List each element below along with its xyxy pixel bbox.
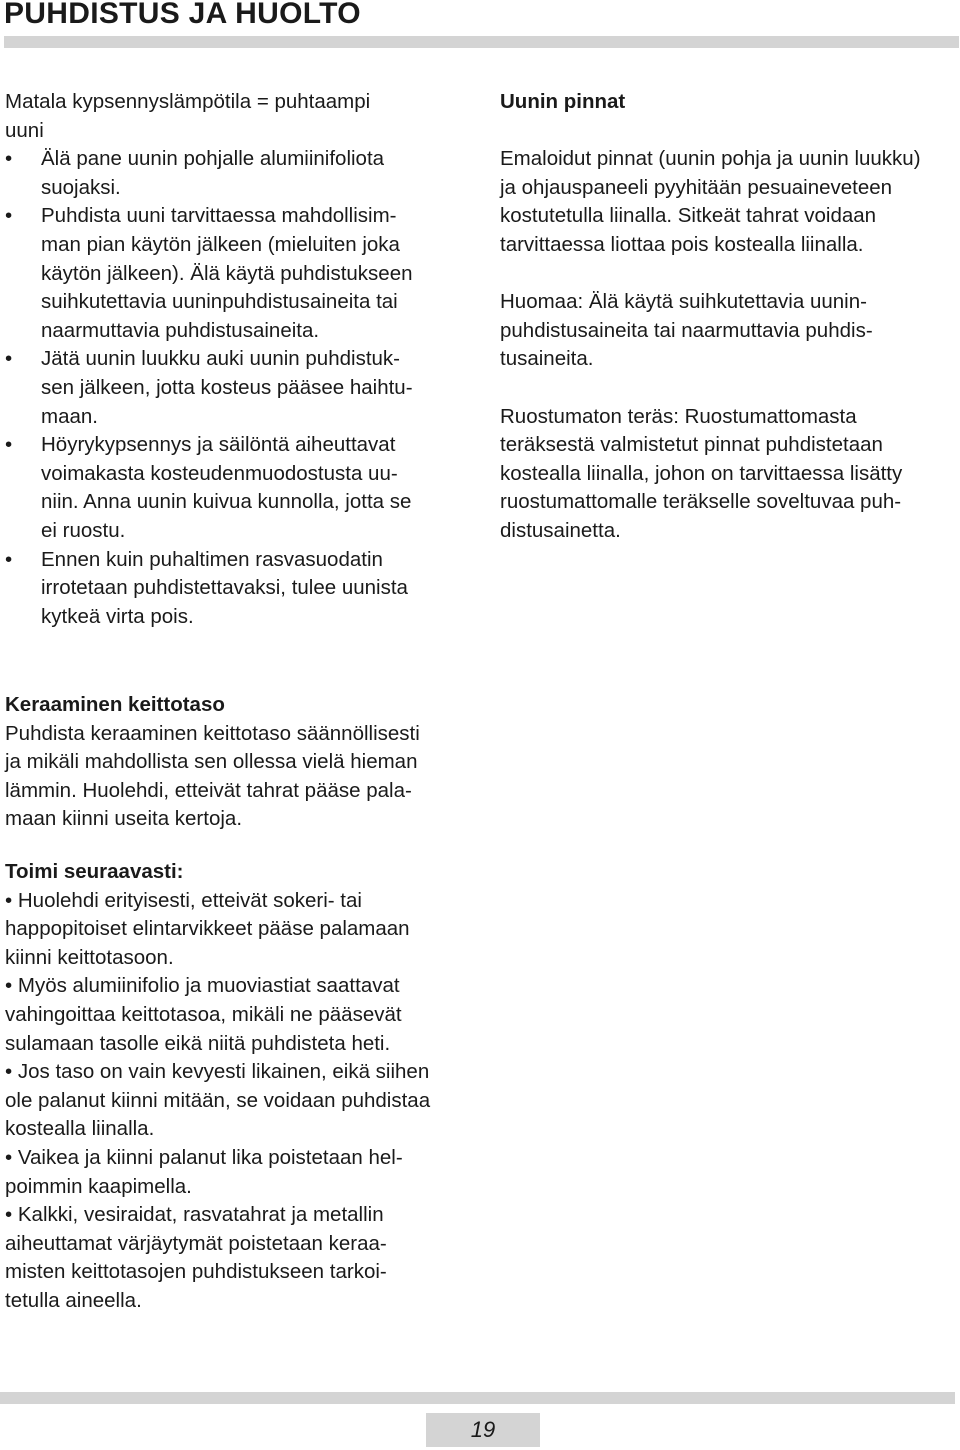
section-heading: Uunin pinnat — [500, 90, 626, 113]
list-item-line: Puhdista uuni tarvittaessa mahdollisim- — [41, 204, 397, 228]
list-item — [5, 887, 475, 973]
list-item — [5, 1058, 475, 1144]
paragraph-line: teräksestä valmistetut pinnat puhdistetaan — [500, 433, 883, 457]
paragraph — [500, 145, 960, 259]
bullet-icon: • — [5, 147, 13, 171]
paragraph-line: tusaineita. — [500, 347, 594, 371]
list-item-line: suihkutettavia uuninpuhdistusaineita tai — [41, 290, 398, 314]
list-item — [5, 546, 475, 632]
list-item — [5, 431, 475, 545]
intro-line: uuni — [5, 118, 44, 142]
list-item-line: naarmuttavia puhdistusaineita. — [41, 318, 320, 342]
list-item-line: kostealla liinalla. — [5, 1117, 155, 1141]
paragraph-line: kostutetulla liinalla. Sitkeät tahrat voidaan — [500, 204, 877, 228]
paragraph-line: Puhdista keraaminen keittotaso säännöllisesti — [5, 721, 420, 745]
list-item — [5, 1201, 475, 1315]
list-item — [5, 1144, 475, 1201]
list-item — [5, 972, 475, 1058]
list-item-line: misten keittotasojen puhdistukseen tarkoi- — [5, 1260, 387, 1284]
list-item — [5, 202, 475, 345]
paragraph-line: distusainetta. — [500, 518, 621, 542]
paragraph-line: Emaloidut pinnat (uunin pohja ja uunin luukku) — [500, 147, 921, 171]
list-item-line: • Huolehdi erityisesti, etteivät sokeri- tai — [5, 888, 362, 912]
list-item-line: voimakasta kosteudenmuodostusta uu- — [41, 461, 398, 485]
paragraph-line: tarvittaessa liottaa pois kostealla liinalla. — [500, 232, 864, 256]
list-item-line: ole palanut kiinni mitään, se voidaan puhdistaa — [5, 1088, 431, 1112]
list-item-line: Ennen kuin puhaltimen rasvasuodatin — [41, 547, 383, 571]
bullet-icon: • — [5, 347, 13, 371]
oven-tips-column — [5, 88, 475, 631]
list-item — [5, 145, 475, 202]
bullet-icon: • — [5, 204, 13, 228]
instruction-list — [5, 887, 475, 1316]
list-item-line: kiinni keittotasoon. — [5, 945, 174, 969]
oven-tips-list — [5, 145, 475, 631]
list-item-line: happopitoiset elintarvikkeet pääse palamaan — [5, 917, 410, 941]
list-item-line: sulamaan tasolle eikä niitä puhdisteta heti. — [5, 1031, 391, 1055]
list-item-line: Älä pane uunin pohjalle alumiinifoliota — [41, 147, 385, 171]
paragraph — [500, 288, 960, 374]
paragraph-line: ja ohjauspaneeli pyyhitään pesuaineveteen — [500, 175, 893, 199]
bullet-icon: • — [5, 433, 13, 457]
list-item — [5, 345, 475, 431]
list-item-line: aiheuttamat värjäytymät poistetaan keraa- — [5, 1231, 387, 1255]
paragraph-line: Huomaa: Älä käytä suihkutettavia uunin- — [500, 290, 867, 314]
ceramic-hob-section — [5, 691, 475, 1315]
paragraph-line: ja mikäli mahdollista sen ollessa vielä hieman — [5, 750, 418, 774]
list-item-line: irrotetaan puhdistettavaksi, tulee uunista — [41, 576, 408, 600]
list-item-line: • Myös alumiinifolio ja muoviastiat saattavat — [5, 974, 400, 998]
paragraph-line: ruostumattomalle teräkselle soveltuvaa puh- — [500, 490, 902, 514]
list-item-line: kytkeä virta pois. — [41, 604, 194, 628]
title-rule — [4, 36, 959, 48]
section-subheading: Toimi seuraavasti: — [5, 859, 184, 883]
list-item-line: • Jos taso on vain kevyesti likainen, eikä siihen — [5, 1060, 430, 1084]
list-item-line: Jätä uunin luukku auki uunin puhdistuk- — [41, 347, 400, 371]
paragraph-line: maan kiinni useita kertoja. — [5, 807, 243, 831]
list-item-line: • Kalkki, vesiraidat, rasvatahrat ja metallin — [5, 1203, 384, 1227]
oven-surfaces-column — [500, 88, 960, 546]
list-item-line: man pian käytön jälkeen (mieluiten joka — [41, 232, 400, 256]
section-heading: Keraaminen keittotaso — [5, 693, 225, 716]
list-item-line: • Vaikea ja kiinni palanut lika poistetaan hel- — [5, 1145, 403, 1169]
page-title: PUHDISTUS JA HUOLTO — [4, 0, 361, 30]
paragraph — [5, 720, 475, 834]
list-item-line: maan. — [41, 404, 98, 428]
bullet-icon: • — [5, 547, 13, 571]
footer-rule — [0, 1392, 955, 1404]
list-item-line: Höyrykypsennys ja säilöntä aiheuttavat — [41, 433, 396, 457]
paragraph-line: lämmin. Huolehdi, etteivät tahrat pääse pala- — [5, 778, 412, 802]
paragraph-line: puhdistusaineita tai naarmuttavia puhdis- — [500, 318, 873, 342]
list-item-line: tetulla aineella. — [5, 1288, 142, 1312]
paragraph-line: kostealla liinalla, johon on tarvittaessa lisätty — [500, 461, 903, 485]
page-number: 19 — [426, 1413, 540, 1447]
paragraph-line: Ruostumaton teräs: Ruostumattomasta — [500, 404, 857, 428]
list-item-line: käytön jälkeen). Älä käytä puhdistukseen — [41, 261, 413, 285]
list-item-line: vahingoittaa keittotasoa, mikäli ne pääsevät — [5, 1002, 402, 1026]
list-item-line: sen jälkeen, jotta kosteus pääsee haihtu- — [41, 375, 413, 399]
intro-line: Matala kypsennyslämpötila = puhtaampi — [5, 90, 371, 113]
list-item-line: niin. Anna uunin kuivua kunnolla, jotta se — [41, 490, 412, 514]
list-item-line: ei ruostu. — [41, 518, 126, 542]
paragraph — [500, 403, 960, 546]
list-item-line: suojaksi. — [41, 175, 121, 199]
list-item-line: poimmin kaapimella. — [5, 1174, 192, 1198]
